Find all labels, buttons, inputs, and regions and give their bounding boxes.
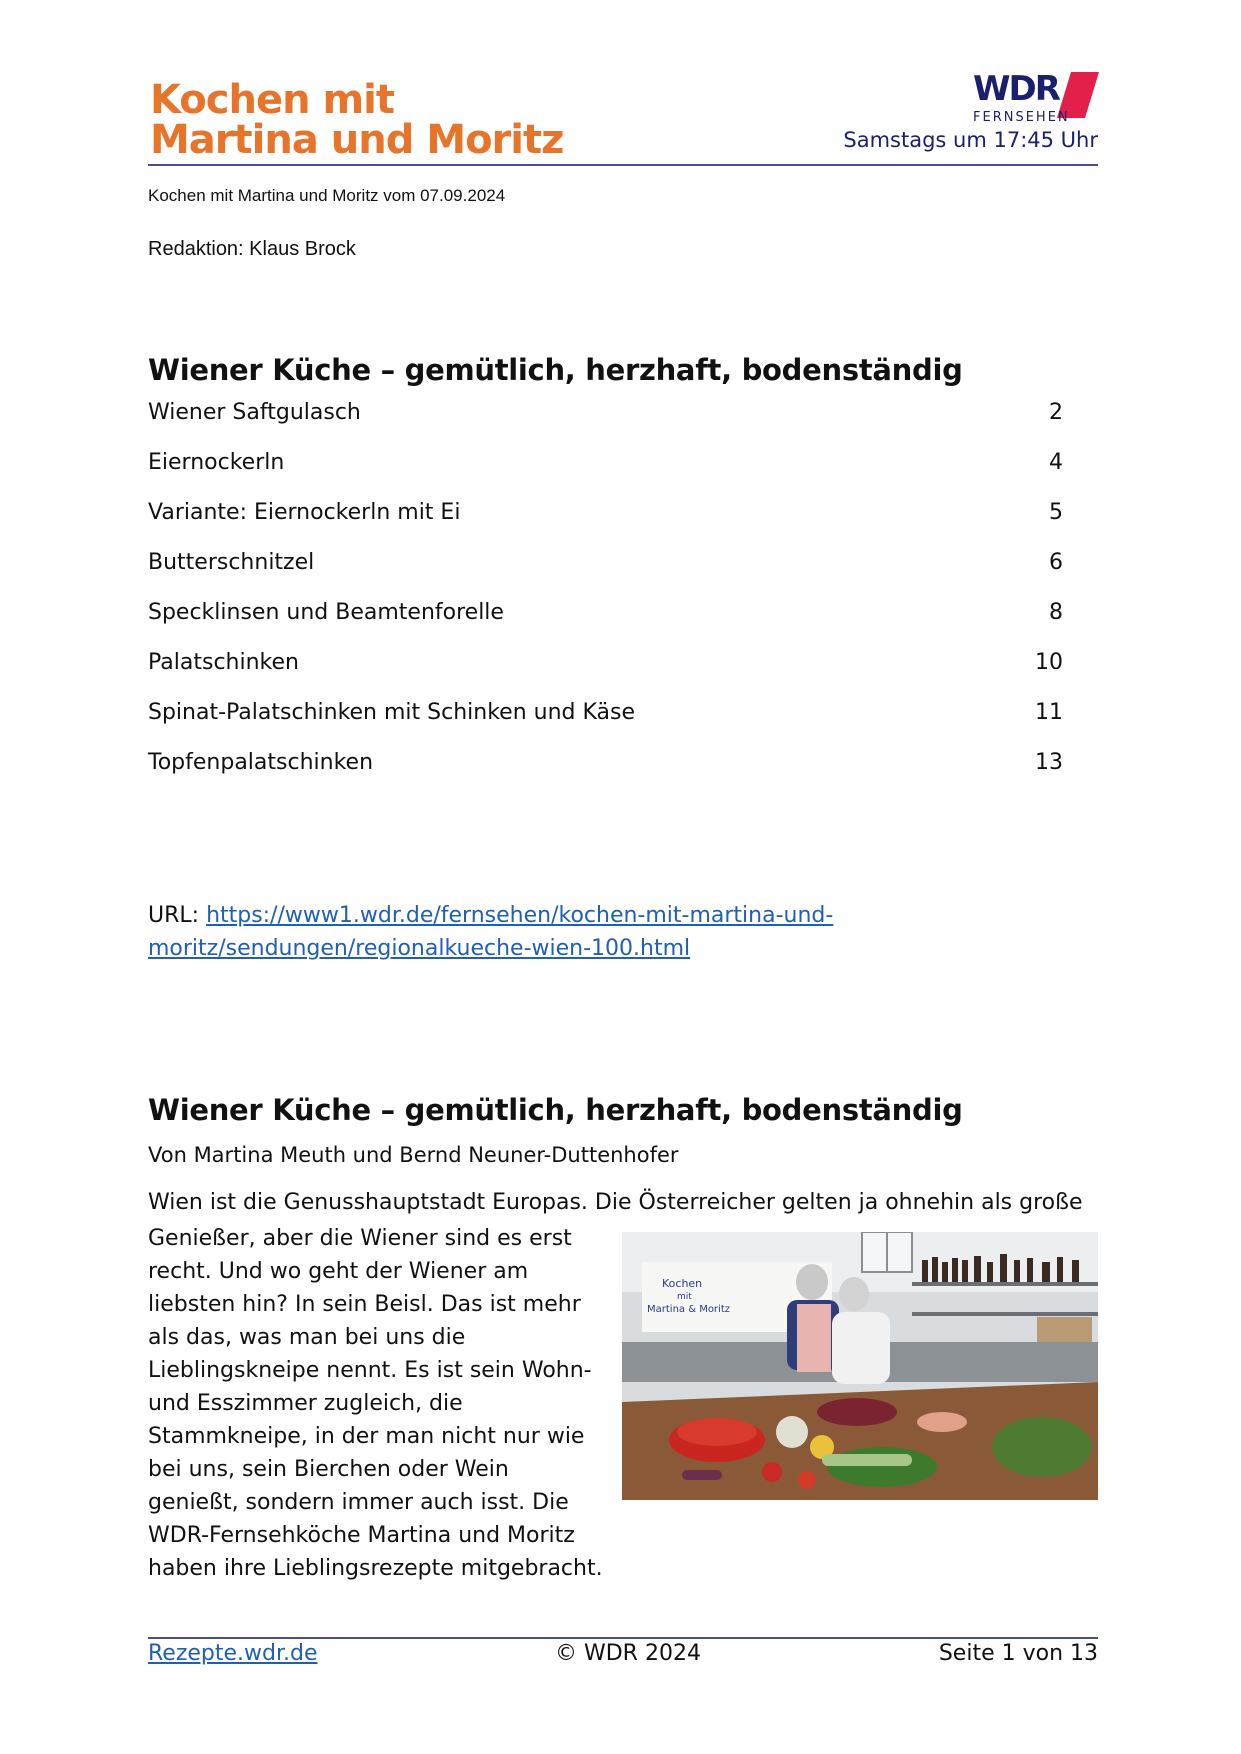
toc-item-page: 11 <box>1035 700 1063 725</box>
article-intro: Wien ist die Genusshauptstadt Europas. Die Österreicher gelten ja ohnehin als große <box>148 1190 1083 1215</box>
toc-item-page: 5 <box>1049 500 1063 525</box>
toc-item-label: Butterschnitzel <box>148 550 315 575</box>
toc-item-label: Variante: Eiernockerln mit Ei <box>148 500 461 525</box>
whiteboard-text-line3: Martina & Moritz <box>647 1304 730 1315</box>
toc-item[interactable] <box>148 650 1063 700</box>
whiteboard-text-line2: mit <box>677 1292 692 1302</box>
whiteboard-text-line1: Kochen <box>662 1277 703 1290</box>
toc-item[interactable] <box>148 700 1063 750</box>
episode-link-line1[interactable]: https://www1.wdr.de/fernsehen/kochen-mit-martina-und- <box>206 903 834 928</box>
toc-item-label: Specklinsen und Beamtenforelle <box>148 600 504 625</box>
toc-item-page: 10 <box>1035 650 1063 675</box>
broadcast-schedule: Samstags um 17:45 Uhr <box>843 128 1098 152</box>
article-byline: Von Martina Meuth und Bernd Neuner-Duttenhofer <box>148 1143 679 1167</box>
toc-item[interactable] <box>148 500 1063 550</box>
wdr-logo-text: WDR <box>973 69 1059 109</box>
toc-item-label: Palatschinken <box>148 650 299 675</box>
header-divider <box>148 164 1098 166</box>
toc-item[interactable] <box>148 750 1063 800</box>
editor-line: Redaktion: Klaus Brock <box>148 238 356 260</box>
toc-item-page: 6 <box>1049 550 1063 575</box>
wdr-logo-subtitle: FERNSEHEN <box>973 110 1070 125</box>
footer-site-link[interactable]: Rezepte.wdr.de <box>148 1641 318 1666</box>
footer-divider <box>148 1637 1098 1639</box>
episode-link-line2[interactable]: moritz/sendungen/regionalkueche-wien-100.html <box>148 936 691 961</box>
brand-title-line1: Kochen mit <box>150 77 395 123</box>
toc-item-page: 13 <box>1035 750 1063 775</box>
wdr-logo <box>973 69 1098 125</box>
toc-item[interactable] <box>148 400 1063 450</box>
episode-line: Kochen mit Martina und Moritz vom 07.09.2024 <box>148 186 506 205</box>
footer-copyright: © WDR 2024 <box>555 1641 701 1666</box>
article-body: Genießer, aber die Wiener sind es erst recht. Und wo geht der Wiener am liebsten hin? In sein Beisl. Das ist mehr als das, was man bei uns die Lieblingskneipe nennt. Es ist sein Wohn- und Esszimmer zugleich, die Stammkneipe, in der man nicht nur wie bei uns, sein Bierchen oder Wein genießt, sondern immer auch isst. Die WDR-Fernsehköche Martina und Moritz haben ihre Lieblingsrezepte mitgebracht. <box>148 1226 603 1581</box>
url-block <box>148 899 928 965</box>
brand-title-line2: Martina und Moritz <box>150 117 564 163</box>
toc-item[interactable] <box>148 600 1063 650</box>
url-prefix: URL: <box>148 903 207 928</box>
toc-title: Wiener Küche – gemütlich, herzhaft, bodenständig <box>148 353 963 387</box>
footer-page-number: Seite 1 von 13 <box>938 1641 1098 1666</box>
kitchen-photo <box>622 1232 1098 1500</box>
article-title: Wiener Küche – gemütlich, herzhaft, bodenständig <box>148 1093 963 1127</box>
toc-item[interactable] <box>148 550 1063 600</box>
toc-item-label: Topfenpalatschinken <box>148 750 374 775</box>
toc-item-page: 8 <box>1049 600 1063 625</box>
toc-item-page: 2 <box>1049 400 1063 425</box>
table-of-contents <box>148 400 1063 800</box>
toc-item-label: Spinat-Palatschinken mit Schinken und Käse <box>148 700 636 725</box>
toc-item-label: Eiernockerln <box>148 450 285 475</box>
toc-item-label: Wiener Saftgulasch <box>148 400 361 425</box>
toc-item-page: 4 <box>1049 450 1063 475</box>
toc-item[interactable] <box>148 450 1063 500</box>
